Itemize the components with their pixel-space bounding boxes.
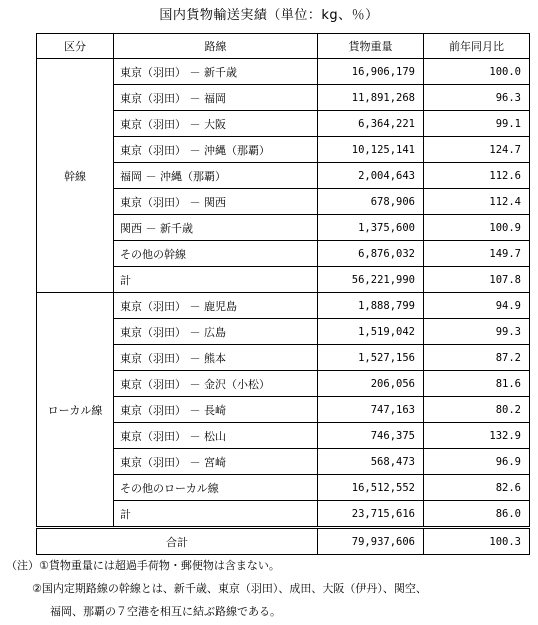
weight-cell: 1,375,600 (318, 215, 424, 241)
route-cell: 東京（羽田） － 長崎 (114, 397, 318, 423)
route-cell: 東京（羽田） － 鹿児島 (114, 293, 318, 319)
yoy-cell: 112.6 (424, 163, 530, 189)
yoy-cell: 99.3 (424, 319, 530, 345)
yoy-cell: 96.9 (424, 449, 530, 475)
yoy-cell: 96.3 (424, 85, 530, 111)
weight-cell: 2,004,643 (318, 163, 424, 189)
route-cell: 福岡 － 沖縄（那覇） (114, 163, 318, 189)
grand-total-label: 合計 (37, 528, 318, 555)
yoy-cell: 107.8 (424, 267, 530, 293)
weight-cell: 1,519,042 (318, 319, 424, 345)
notes (6, 554, 536, 623)
cargo-table (36, 33, 530, 555)
note-2-continued: 福岡、那覇の７空港を相互に結ぶ路線である。 (50, 605, 281, 618)
weight-cell: 747,163 (318, 397, 424, 423)
grand-total-row (37, 528, 530, 555)
route-cell: 東京（羽田） － 広島 (114, 319, 318, 345)
weight-cell: 6,364,221 (318, 111, 424, 137)
yoy-cell: 100.9 (424, 215, 530, 241)
route-cell: 東京（羽田） － 大阪 (114, 111, 318, 137)
weight-cell: 11,891,268 (318, 85, 424, 111)
route-cell: その他の幹線 (114, 241, 318, 267)
yoy-cell: 80.2 (424, 397, 530, 423)
route-cell: 東京（羽田） － 金沢（小松） (114, 371, 318, 397)
weight-cell: 6,876,032 (318, 241, 424, 267)
weight-cell: 16,512,552 (318, 475, 424, 501)
header-route: 路線 (114, 34, 318, 59)
weight-cell: 568,473 (318, 449, 424, 475)
weight-cell: 16,906,179 (318, 59, 424, 85)
weight-cell: 1,888,799 (318, 293, 424, 319)
grand-total-yoy: 100.3 (424, 528, 530, 555)
route-cell: 東京（羽田） － 福岡 (114, 85, 318, 111)
note-2: ②国内定期路線の幹線とは、新千歳、東京（羽田）、成田、大阪（伊丹）、関空、 (32, 582, 427, 595)
yoy-cell: 112.4 (424, 189, 530, 215)
weight-cell: 56,221,990 (318, 267, 424, 293)
route-cell: 東京（羽田） － 宮崎 (114, 449, 318, 475)
yoy-cell: 124.7 (424, 137, 530, 163)
yoy-cell: 82.6 (424, 475, 530, 501)
yoy-cell: 81.6 (424, 371, 530, 397)
weight-cell: 206,056 (318, 371, 424, 397)
route-cell: 計 (114, 267, 318, 293)
yoy-cell: 87.2 (424, 345, 530, 371)
group-label: ローカル線 (37, 293, 114, 528)
yoy-cell: 94.9 (424, 293, 530, 319)
route-cell: 東京（羽田） － 松山 (114, 423, 318, 449)
yoy-cell: 86.0 (424, 501, 530, 528)
route-cell: 東京（羽田） － 沖縄（那覇） (114, 137, 318, 163)
header-row (37, 34, 530, 59)
weight-cell: 746,375 (318, 423, 424, 449)
table-body (37, 59, 530, 528)
table-row (37, 59, 530, 85)
weight-cell: 1,527,156 (318, 345, 424, 371)
header-weight: 貨物重量 (318, 34, 424, 59)
route-cell: 東京（羽田） － 熊本 (114, 345, 318, 371)
note-1: （注）①貨物重量には超過手荷物・郵便物は含まない。 (6, 559, 280, 572)
weight-cell: 678,906 (318, 189, 424, 215)
yoy-cell: 99.1 (424, 111, 530, 137)
group-label: 幹線 (37, 59, 114, 293)
yoy-cell: 100.0 (424, 59, 530, 85)
table-title: 国内貨物輸送実績（単位：kg、％） (159, 8, 379, 23)
route-cell: 東京（羽田） － 新千歳 (114, 59, 318, 85)
table-row (37, 293, 530, 319)
weight-cell: 10,125,141 (318, 137, 424, 163)
header-yoy: 前年同月比 (424, 34, 530, 59)
route-cell: 計 (114, 501, 318, 528)
header-category: 区分 (37, 34, 114, 59)
yoy-cell: 149.7 (424, 241, 530, 267)
route-cell: 関西 － 新千歳 (114, 215, 318, 241)
route-cell: 東京（羽田） － 関西 (114, 189, 318, 215)
yoy-cell: 132.9 (424, 423, 530, 449)
grand-total-weight: 79,937,606 (318, 528, 424, 555)
weight-cell: 23,715,616 (318, 501, 424, 528)
route-cell: その他のローカル線 (114, 475, 318, 501)
